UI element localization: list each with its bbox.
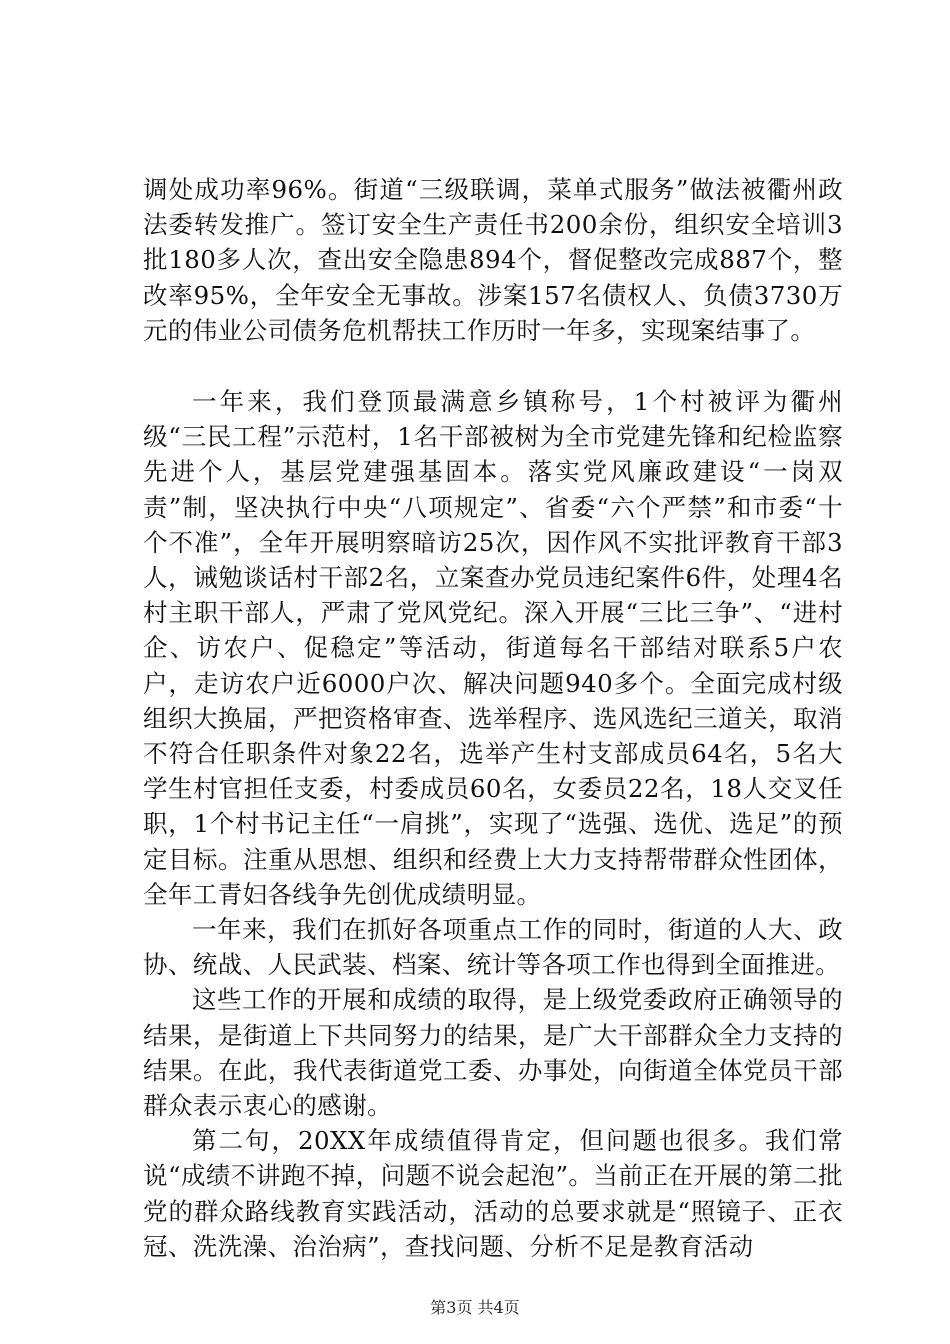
paragraph-other-work: 一年来，我们在抓好各项重点工作的同时，街道的人大、政协、统战、人民武装、档案、统计等各项工作也得到全面推进。 (143, 915, 843, 980)
paragraph-spacer (143, 348, 843, 384)
paragraph-thanks: 这些工作的开展和成绩的取得，是上级党委政府正确领导的结果，是街道上下共同努力的结果，是广大干部群众全力支持的结果。在此，我代表街道党工委、办事处，向街道全体党员干部群众表示衷心的感谢。 (143, 985, 843, 1121)
paragraph-problems: 第二句，20XX年成绩值得肯定，但问题也很多。我们常说“成绩不讲跑不掉，问题不说会起泡”。当前正在开展的第二批党的群众路线教育实践活动，活动的总要求就是“照镜子、正衣冠、洗洗澡、治治病”，查找问题、分析不足是教育活动 (143, 1126, 843, 1261)
paragraph-continuation: 调处成功率96%。街道“三级联调，菜单式服务”做法被衢州政法委转发推广。签订安全生产责任书200余份，组织安全培训3批180多人次，查出安全隐患894个，督促整改完成887个，整改率95%，全年安全无事故。涉案157名债权人、负债3730万元的伟业公司债务危机帮扶工作历时一年多，实现案结事了。 (143, 175, 843, 345)
document-body (143, 172, 843, 1264)
page-number-footer: 第3页 共4页 (430, 1298, 520, 1317)
paragraph-party-building: 一年来，我们登顶最满意乡镇称号，1个村被评为衢州级“三民工程”示范村，1名干部被树为全市党建先锋和纪检监察先进个人，基层党建强基固本。落实党风廉政建设“一岗双责”制，坚决执行中央“八项规定”、省委“六个严禁”和市委“十个不准”，全年开展明察暗访25次，因作风不实批评教育干部3人，诫勉谈话村干部2名，立案查办党员违纪案件6件，处理4名村主职干部人，严肃了党风党纪。深入开展“三比三争”、“进村企、访农户、促稳定”等活动，街道每名干部结对联系5户农户，走访农户近6000户次、解决问题940多个。全面完成村级组织大换届，严把资格审查、选举程序、选风选纪三道关，取消不符合任职条件对象22名，选举产生村支部成员64名，5名大学生村官担任支委，村委成员60名，女委员22名，18人交叉任职，1个村书记主任“一肩挑”，实现了“选强、选优、选足”的预定目标。注重从思想、组织和经费上大力支持帮带群众性团体，全年工青妇各线争先创优成绩明显。 (143, 387, 843, 909)
